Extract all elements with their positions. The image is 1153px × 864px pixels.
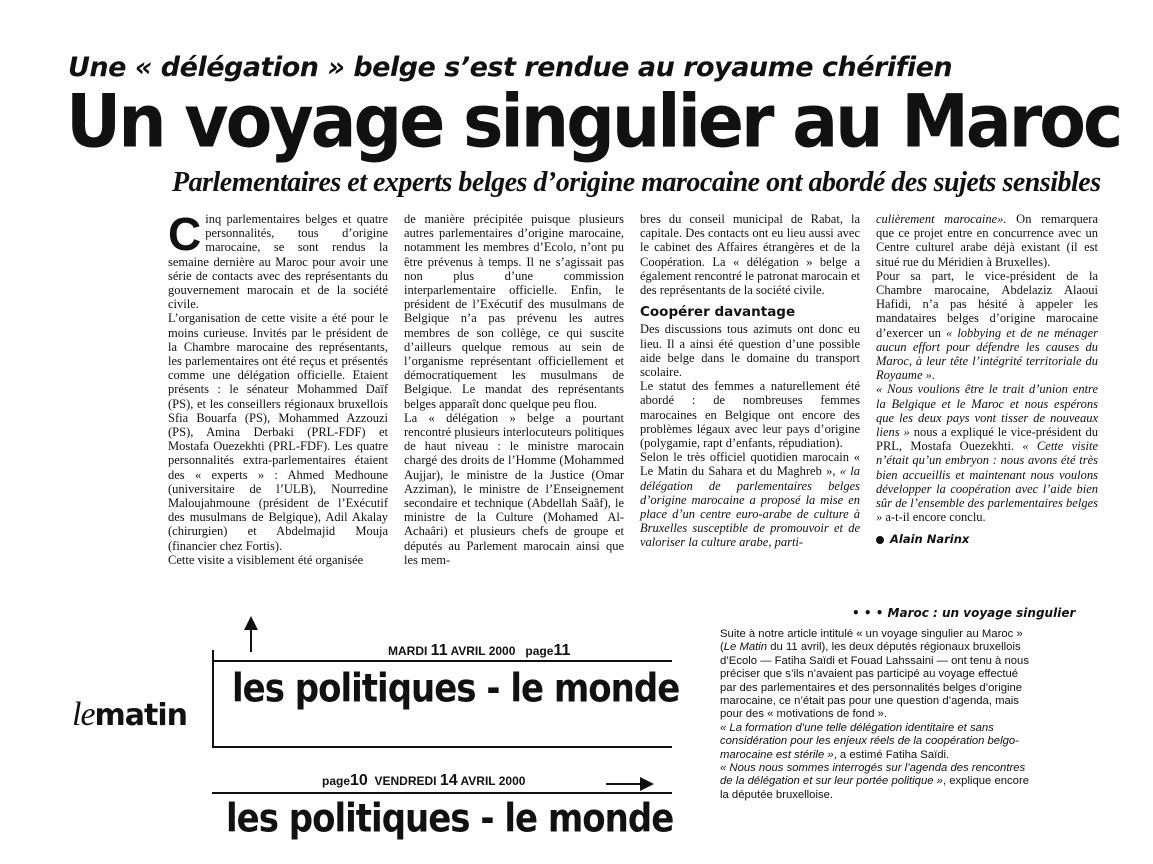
paragraph: bres du conseil municipal de Rabat, la capitale. Des contacts ont eu lieu aussi avec le cabinet des Affaires étrangères et de la Coopération. La « délégation » belge a également rencontré le patronat marocain et des représentants de la société civile. [640, 212, 860, 298]
article-headline: Un voyage singulier au Maroc [66, 79, 1121, 165]
page-number: 11 [553, 642, 571, 659]
vertical-rule [212, 650, 214, 746]
date-number: 14 [439, 772, 458, 789]
article-column-3 [640, 212, 860, 550]
paragraph [720, 628, 1032, 722]
paragraph-text: Selon le très officiel quotidien marocain « Le Matin du Sahara et du Maghreb », [640, 450, 860, 479]
quote: « Nous nous sommes interrogés sur l’agenda des rencontres de la délégation et sur leur portée politique » [720, 762, 1026, 788]
author-signature [876, 532, 1098, 546]
page-label: page [322, 774, 351, 788]
paragraph: Des discussions tous azimuts ont donc eu lieu. Il a ainsi été question d’une possible aide belge dans le domaine du transport scolaire. [640, 322, 860, 380]
horizontal-rule [212, 746, 672, 748]
arrow-right-icon [604, 774, 656, 794]
paragraph [720, 762, 1032, 802]
newspaper-name: Le Matin [723, 641, 768, 654]
paragraph [720, 722, 1032, 762]
paragraph-text: inq parlementaires belges et quatre personnalités, tous d’origine marocaine, se sont rendus la semaine dernière au Maroc pour avoir une série de contacts avec des représentants du gouvernement marocain et de la société civile. [168, 212, 388, 312]
paragraph [876, 269, 1098, 383]
logo-le: le [72, 696, 95, 733]
bullet-icon [876, 536, 884, 544]
section-rubric: les politiques - le monde [232, 666, 680, 712]
newspaper-logo [72, 696, 187, 734]
quote: « Nous voulions être le trait d’union entre la Belgique et le Maroc et nous espérons que les deux pays vont tisser de nouveaux liens » [876, 382, 1098, 440]
date-month: AVRIL 2000 [460, 774, 526, 788]
paragraph [876, 212, 1098, 269]
paragraph: La « délégation » belge a pourtant rencontré plusieurs interlocuteurs politiques de haut niveau : le ministre marocain chargé des droits de l’Homme (Mohammed Aujjar), le ministre de la Justice (Omar Azziman), le ministre de l’Enseignement secondaire et technique (Abdellah Saâf), le ministre de la Culture (Mohamed Al-Achaâri) et plusieurs chefs de groupe et députés au Parlement marocain ainsi que les mem- [404, 410, 624, 567]
article-kicker: Une « délégation » belge s’est rendue au royaume chérifien [68, 52, 953, 83]
section-rubric: les politiques - le monde [226, 796, 674, 842]
horizontal-rule [212, 792, 672, 794]
quote: « Cette visite n’était qu’un embryon : nous avons été très bien accueillis et maintenant nous voulons développer la coopération avec l’aide bien sûr de l’ensemble des parlementaires belges » [876, 439, 1098, 525]
paragraph-text: a-t-il encore conclu. [882, 510, 986, 525]
paragraph-text: Pour sa part, le vice-président de la Chambre marocaine, Abdelaziz Alaoui Hafidi, n’a pas hésité à appeler les mandataires belges d’origine marocaine d’exercer un [876, 268, 1098, 340]
page-number: 10 [350, 772, 368, 789]
arrow-up-icon [236, 614, 266, 654]
correction-note [720, 628, 1032, 802]
quote: « lobbying et de ne ménager aucun effort pour défendre les causes du Maroc, à leur tête l’intégrité territoriale du Royaume ». [876, 325, 1098, 383]
date-number: 11 [430, 642, 448, 659]
quote: « La formation d’une telle délégation identitaire et sans considération pour les enjeux réels de la coopération belgo-marocaine est stérile » [720, 721, 1019, 761]
date-day: MARDI [388, 644, 428, 658]
paragraph [168, 208, 388, 312]
paragraph: de manière précipitée puisque plusieurs autres parlementaires d’origine marocaine, notamment les membres d’Ecolo, n’ont pu être prévenus à temps. Il ne s’agissait pas non plus d’une commission interparlementaire officielle. Enfin, le président de l’Exécutif des musulmans de Belgique n’a pas prévenu les autres membres de son collège, ce qui suscite d’ailleurs quelque remous au sein de l’organisme représentant officiellement et démocratiquement les musulmans de Belgique. Le mandat des représentants belges apparaît donc quelque peu flou. [404, 212, 624, 411]
date-day: VENDREDI [374, 774, 437, 788]
paragraph: Cette visite a visiblement été organisée [168, 552, 364, 567]
logo-matin: matin [94, 698, 188, 733]
paragraph [640, 450, 860, 549]
drop-cap: C [168, 208, 202, 260]
date-month: AVRIL 2000 [450, 644, 516, 658]
strip-date [388, 642, 570, 660]
section-heading: Coopérer davantage [640, 304, 796, 321]
article-column-4 [876, 212, 1098, 547]
paragraph [876, 382, 1098, 524]
article-column-1 [168, 208, 388, 567]
strip-date [322, 772, 525, 790]
quote: « la délégation de parlementaires belges d’origine marocaine a proposé la mise en place d’un centre euro-arabe de culture à Bruxelles susceptible de promouvoir et de valoriser la culture arabe, parti- [640, 464, 860, 550]
page-label: page [525, 644, 554, 658]
article-subhead: Parlementaires et experts belges d’origine marocaine ont abordé des sujets sensibles [172, 167, 1101, 198]
correction-title: • • • Maroc : un voyage singulier [852, 606, 1076, 620]
horizontal-rule [212, 660, 672, 662]
quote: culièrement marocaine». [876, 212, 1007, 226]
article-column-2 [404, 212, 624, 567]
author-name: Alain Narinx [890, 532, 970, 547]
paragraph-text: , a estimé Fatiha Saïdi. [833, 748, 950, 761]
paragraph-text: Suite à notre article intitulé « un voyage singulier au Maroc » ( [720, 628, 1023, 654]
paragraph-text: On remarquera que ce projet entre en concurrence avec un Centre culturel arabe déjà existant (il est situé rue du Méridien à Bruxelles). [876, 212, 1098, 269]
paragraph-text: du 11 avril), les deux députés régionaux bruxellois d’Ecolo — Fatiha Saïdi et Fouad Lahssaini — ont tenu à nous préciser que s’ils n’avaient pas participé au voyage effectué par des parlementaires et des personnalités belges d’origine marocaine, ce n’était pas pour une question d’agenda, mais pour des « motivations de fond ». [720, 641, 1029, 721]
paragraph: Le statut des femmes a naturellement été abordé : de nombreuses femmes marocaines en Belgique ont encore des problèmes légaux avec leur pays d’origine (polygamie, rapt d’enfants, répudiation). [640, 379, 860, 451]
paragraph: L’organisation de cette visite a été pour le moins curieuse. Invités par le président de la Chambre marocaine des représentants, les parlementaires ont été reçus et présentés comme une délégation officielle. Etaient présents : le sénateur Mohammed Daïf (PS), et les conseillers régionaux bruxellois Sfia Bouarfa (PS), Mohammed Azzouzi (PS), Amina Derbaki (PRL-FDF) et Mostafa Ouezekhti (PRL-FDF). Les quatre personnalités extra-parlementaires étaient des « experts » : Ahmed Medhoune (universitaire de l’ULB), Nourredine Maloujahmoune (président de l’Exécutif des musulmans de Belgique), Adil Akalay (chirurgien) et Abdelmajid Mouja (financier chez Fortis). [168, 311, 388, 553]
paragraph-text: , explique encore la députée bruxelloise. [720, 775, 1030, 801]
paragraph-text: nous a expliqué le vice-président du PRL, Mostafa Ouezekhti. [876, 425, 1099, 454]
